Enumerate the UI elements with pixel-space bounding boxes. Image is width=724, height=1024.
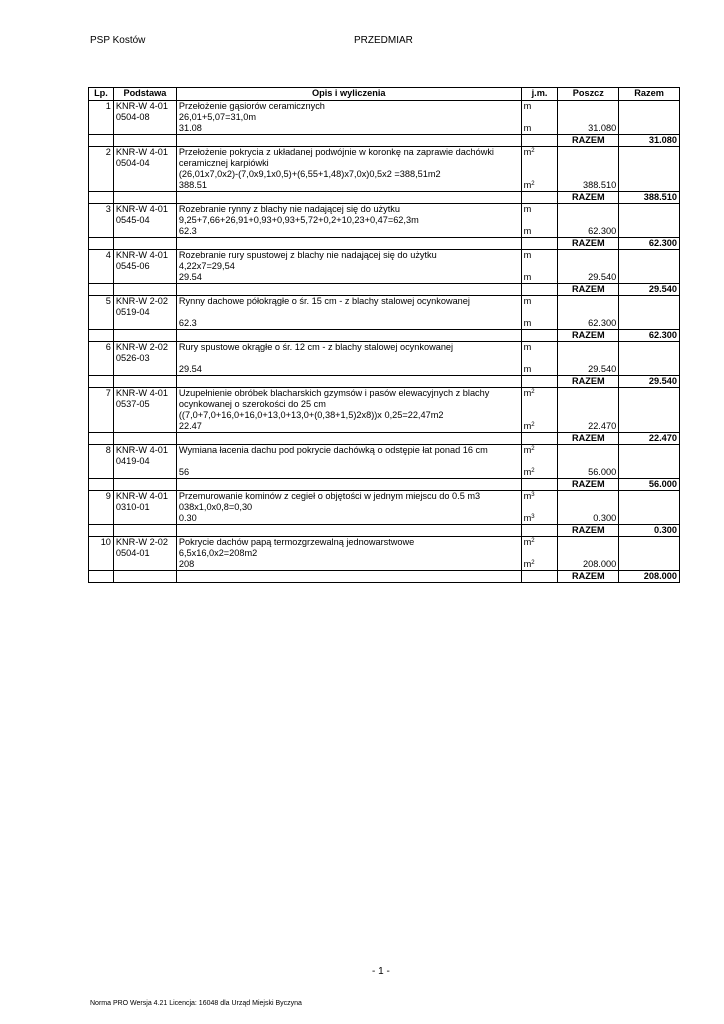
item-lp: 4	[89, 250, 114, 284]
sum-empty	[113, 330, 176, 342]
item-jm	[521, 388, 558, 433]
sum-empty	[176, 376, 521, 388]
item-razem-empty	[619, 147, 680, 192]
jm-top: m	[523, 296, 532, 306]
table-row	[89, 491, 680, 525]
sum-empty	[89, 571, 114, 583]
sum-empty	[89, 433, 114, 445]
col-header-jm: j.m.	[521, 88, 558, 101]
jm-top: m	[523, 204, 532, 214]
sum-empty	[113, 479, 176, 491]
item-lp: 9	[89, 491, 114, 525]
razem-value: 388.510	[619, 192, 680, 204]
item-razem-empty	[619, 388, 680, 433]
item-jm	[521, 342, 558, 376]
razem-label: RAZEM	[558, 135, 619, 147]
jm-top: m	[523, 250, 532, 260]
podstawa-line: KNR-W 4-01	[115, 204, 168, 214]
item-podstawa	[113, 342, 176, 376]
sum-empty	[176, 238, 521, 250]
sum-empty	[89, 525, 114, 537]
item-poszcz: 62.300	[558, 204, 619, 238]
table-row	[89, 445, 680, 479]
opis-line: ((7,0+7,0+16,0+16,0+13,0+13,0+(0,38+1,5)2x8))x 0,25=22,47m2	[178, 410, 444, 420]
razem-label: RAZEM	[558, 433, 619, 445]
col-header-poszcz: Poszcz	[558, 88, 619, 101]
sum-empty	[113, 525, 176, 537]
opis-line: ceramicznej karpiówki	[178, 158, 269, 168]
razem-row	[89, 479, 680, 491]
item-jm	[521, 537, 558, 571]
opis-line: 388.51	[178, 180, 207, 190]
opis-title: Wymiana łacenia dachu pod pokrycie dachówką o odstępie łat ponad 16 cm	[178, 445, 488, 455]
opis-title: Uzupełnienie obróbek blacharskich gzymsów i pasów elewacyjnych z blachy	[178, 388, 490, 398]
razem-row	[89, 433, 680, 445]
item-opis	[176, 250, 521, 284]
table-row	[89, 537, 680, 571]
opis-line: (26,01x7,0x2)-(7,0x9,1x0,5)+(6,55+1,48)x7,0x)0,5x2 =388,51m2	[178, 169, 441, 179]
jm-top: $m^2$	[523, 388, 535, 398]
item-podstawa	[113, 445, 176, 479]
razem-label: RAZEM	[558, 238, 619, 250]
item-razem-empty	[619, 491, 680, 525]
razem-label: RAZEM	[558, 284, 619, 296]
razem-value: 56.000	[619, 479, 680, 491]
sum-empty	[521, 525, 558, 537]
jm-bottom: $m^3$	[523, 513, 535, 523]
item-opis	[176, 204, 521, 238]
table-row	[89, 147, 680, 192]
item-podstawa	[113, 250, 176, 284]
podstawa-line: KNR-W 4-01	[115, 445, 168, 455]
opis-line: ocynkowanej o szerokości do 25 cm	[178, 399, 326, 409]
sum-empty	[176, 479, 521, 491]
razem-row	[89, 376, 680, 388]
podstawa-line: 0537-05	[115, 399, 150, 409]
item-podstawa	[113, 204, 176, 238]
sum-empty	[113, 376, 176, 388]
item-lp: 5	[89, 296, 114, 330]
item-poszcz: 62.300	[558, 296, 619, 330]
item-jm	[521, 250, 558, 284]
sum-empty	[521, 479, 558, 491]
item-opis	[176, 491, 521, 525]
table-row	[89, 101, 680, 135]
razem-value: 62.300	[619, 238, 680, 250]
razem-value: 0.300	[619, 525, 680, 537]
opis-line	[179, 456, 519, 467]
opis-title: Rury spustowe okrągłe o śr. 12 cm - z blachy stalowej ocynkowanej	[178, 342, 454, 352]
razem-row	[89, 525, 680, 537]
podstawa-line: KNR-W 4-01	[115, 388, 168, 398]
table-row	[89, 250, 680, 284]
opis-title: Rozebranie rury spustowej z blachy nie nadającej się do użytku	[178, 250, 437, 260]
podstawa-line: KNR-W 2-02	[115, 537, 168, 547]
item-opis	[176, 537, 521, 571]
razem-label: RAZEM	[558, 376, 619, 388]
razem-label: RAZEM	[558, 192, 619, 204]
item-podstawa	[113, 388, 176, 433]
item-jm	[521, 296, 558, 330]
item-razem-empty	[619, 445, 680, 479]
opis-line: 208	[178, 559, 195, 569]
razem-value: 208.000	[619, 571, 680, 583]
item-jm	[521, 101, 558, 135]
podstawa-line: 0519-04	[115, 307, 150, 317]
sum-empty	[521, 571, 558, 583]
sum-empty	[113, 571, 176, 583]
razem-value: 62.300	[619, 330, 680, 342]
opis-title: Przemurowanie kominów z cegieł o objętości w jednym miejscu do 0.5 m3	[178, 491, 481, 501]
sum-empty	[89, 376, 114, 388]
opis-line: 26,01+5,07=31,0m	[178, 112, 256, 122]
opis-title: Przełożenie gąsiorów ceramicznych	[178, 101, 325, 111]
opis-title: Pokrycie dachów papą termozgrzewalną jednowarstwowe	[178, 537, 415, 547]
podstawa-line: 0419-04	[115, 456, 150, 466]
podstawa-line: KNR-W 2-02	[115, 342, 168, 352]
table-row	[89, 204, 680, 238]
table-row	[89, 342, 680, 376]
jm-bottom: m	[523, 123, 532, 133]
table-header-row	[89, 88, 680, 101]
podstawa-line: 0504-04	[115, 158, 150, 168]
jm-top: $m^2$	[523, 147, 535, 157]
podstawa-line: 0504-08	[115, 112, 150, 122]
sum-empty	[176, 135, 521, 147]
jm-top: $m^2$	[523, 537, 535, 547]
col-header-podstawa: Podstawa	[113, 88, 176, 101]
sum-empty	[113, 135, 176, 147]
jm-bottom: m	[523, 226, 532, 236]
opis-line: 62.3	[178, 226, 197, 236]
sum-empty	[113, 192, 176, 204]
razem-label: RAZEM	[558, 330, 619, 342]
sum-empty	[176, 284, 521, 296]
jm-bottom: $m^2$	[523, 421, 535, 431]
item-opis	[176, 342, 521, 376]
opis-title: Rozebranie rynny z blachy nie nadającej się do użytku	[178, 204, 400, 214]
opis-line: 56	[178, 467, 190, 477]
opis-line: 4,22x7=29,54	[178, 261, 235, 271]
header-company: PSP Kostów	[90, 35, 146, 46]
sum-empty	[176, 525, 521, 537]
sum-empty	[176, 192, 521, 204]
item-opis	[176, 445, 521, 479]
razem-row	[89, 284, 680, 296]
opis-line: 29.54	[178, 364, 202, 374]
przedmiar-table	[88, 87, 680, 583]
podstawa-line: KNR-W 4-01	[115, 250, 168, 260]
opis-line: 9,25+7,66+26,91+0,93+0,93+5,72+0,2+10,23+0,47=62,3m	[178, 215, 419, 225]
razem-value: 22.470	[619, 433, 680, 445]
sum-empty	[521, 376, 558, 388]
sum-empty	[176, 571, 521, 583]
sum-empty	[176, 433, 521, 445]
item-podstawa	[113, 537, 176, 571]
item-razem-empty	[619, 250, 680, 284]
item-lp: 8	[89, 445, 114, 479]
item-poszcz: 29.540	[558, 250, 619, 284]
podstawa-line: KNR-W 4-01	[115, 491, 168, 501]
header-title: PRZEDMIAR	[354, 35, 413, 46]
page-number: - 1 -	[372, 966, 390, 977]
sum-empty	[89, 479, 114, 491]
item-podstawa	[113, 296, 176, 330]
razem-value: 29.540	[619, 376, 680, 388]
table-row	[89, 388, 680, 433]
item-opis	[176, 147, 521, 192]
item-razem-empty	[619, 101, 680, 135]
opis-line: 29.54	[178, 272, 202, 282]
col-header-razem: Razem	[619, 88, 680, 101]
item-poszcz: 22.470	[558, 388, 619, 433]
item-poszcz: 56.000	[558, 445, 619, 479]
sum-empty	[521, 284, 558, 296]
item-podstawa	[113, 491, 176, 525]
item-razem-empty	[619, 342, 680, 376]
item-jm	[521, 445, 558, 479]
item-poszcz: 29.540	[558, 342, 619, 376]
table-row	[89, 296, 680, 330]
jm-bottom: m	[523, 272, 532, 282]
item-podstawa	[113, 147, 176, 192]
col-header-opis: Opis i wyliczenia	[176, 88, 521, 101]
sum-empty	[521, 135, 558, 147]
razem-row	[89, 571, 680, 583]
item-poszcz: 31.080	[558, 101, 619, 135]
sum-empty	[89, 330, 114, 342]
opis-line: 0.30	[178, 513, 197, 523]
sum-empty	[113, 238, 176, 250]
podstawa-line: 0545-06	[115, 261, 150, 271]
razem-label: RAZEM	[558, 479, 619, 491]
item-poszcz: 0.300	[558, 491, 619, 525]
razem-label: RAZEM	[558, 525, 619, 537]
jm-bottom: $m^2$	[523, 467, 535, 477]
sum-empty	[89, 135, 114, 147]
opis-title: Przełożenie pokrycia z układanej podwójnie w koronkę na zaprawie dachówki	[178, 147, 494, 157]
footer-license: Norma PRO Wersja 4.21 Licencja: 16048 dla Urząd Miejski Byczyna	[90, 1000, 302, 1007]
item-razem-empty	[619, 296, 680, 330]
sum-empty	[89, 238, 114, 250]
item-jm	[521, 204, 558, 238]
item-poszcz: 208.000	[558, 537, 619, 571]
razem-value: 31.080	[619, 135, 680, 147]
opis-line: 038x1,0x0,8=0,30	[178, 502, 253, 512]
sum-empty	[113, 433, 176, 445]
opis-line: 22.47	[178, 421, 202, 431]
podstawa-line: 0526-03	[115, 353, 150, 363]
item-poszcz: 388.510	[558, 147, 619, 192]
razem-row	[89, 238, 680, 250]
item-lp: 6	[89, 342, 114, 376]
podstawa-line: 0310-01	[115, 502, 150, 512]
jm-top: $m^2$	[523, 445, 535, 455]
jm-bottom: $m^2$	[523, 180, 535, 190]
sum-empty	[113, 284, 176, 296]
opis-line: 62.3	[178, 318, 197, 328]
col-header-lp: Lp.	[89, 88, 114, 101]
item-opis	[176, 388, 521, 433]
jm-bottom: m	[523, 364, 532, 374]
jm-bottom: $m^2$	[523, 559, 535, 569]
item-podstawa	[113, 101, 176, 135]
podstawa-line: KNR-W 4-01	[115, 101, 168, 111]
item-razem-empty	[619, 537, 680, 571]
razem-label: RAZEM	[558, 571, 619, 583]
sum-empty	[521, 330, 558, 342]
razem-value: 29.540	[619, 284, 680, 296]
podstawa-line: KNR-W 2-02	[115, 296, 168, 306]
item-lp: 2	[89, 147, 114, 192]
sum-empty	[521, 192, 558, 204]
jm-top: m	[523, 101, 532, 111]
razem-row	[89, 135, 680, 147]
razem-row	[89, 330, 680, 342]
sum-empty	[89, 192, 114, 204]
item-opis	[176, 296, 521, 330]
item-lp: 1	[89, 101, 114, 135]
podstawa-line: 0545-04	[115, 215, 150, 225]
sum-empty	[521, 238, 558, 250]
opis-line	[179, 307, 519, 318]
razem-row	[89, 192, 680, 204]
item-razem-empty	[619, 204, 680, 238]
podstawa-line: KNR-W 4-01	[115, 147, 168, 157]
item-lp: 7	[89, 388, 114, 433]
podstawa-line: 0504-01	[115, 548, 150, 558]
opis-line: 6,5x16,0x2=208m2	[178, 548, 258, 558]
opis-line: 31.08	[178, 123, 202, 133]
item-opis	[176, 101, 521, 135]
item-lp: 10	[89, 537, 114, 571]
sum-empty	[176, 330, 521, 342]
opis-line	[179, 353, 519, 364]
opis-title: Rynny dachowe półokrągłe o śr. 15 cm - z blachy stalowej ocynkowanej	[178, 296, 470, 306]
sum-empty	[89, 284, 114, 296]
sum-empty	[521, 433, 558, 445]
jm-top: $m^3$	[523, 491, 535, 501]
item-jm	[521, 147, 558, 192]
item-lp: 3	[89, 204, 114, 238]
jm-bottom: m	[523, 318, 532, 328]
jm-top: m	[523, 342, 532, 352]
item-jm	[521, 491, 558, 525]
